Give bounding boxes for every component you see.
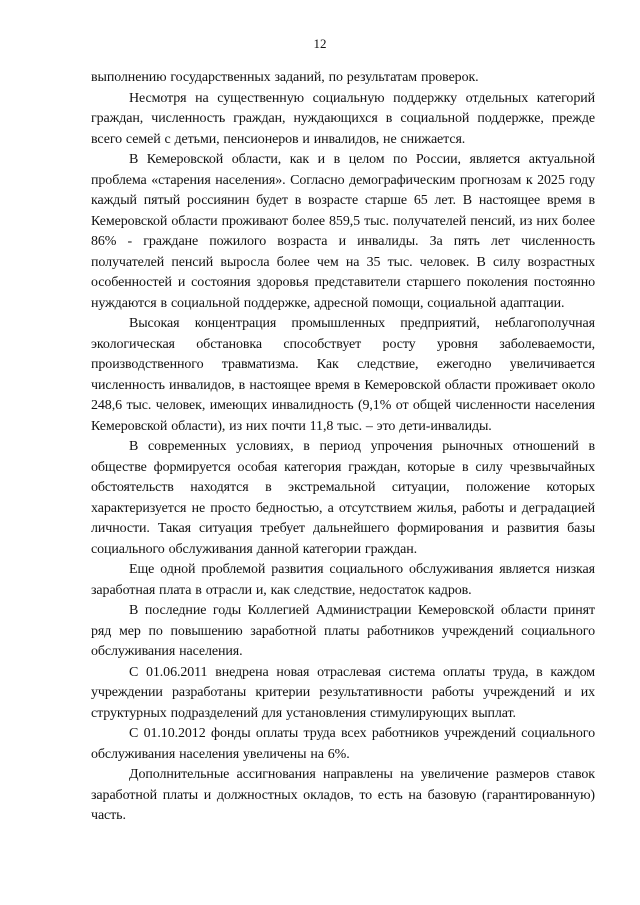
paragraph-extreme-situation: В современных условиях, в период упрочения рыночных отношений в обществе формируется особая категория граждан, которые в силу чрезвычайных обстоятельств находятся в экстремальной ситуации, положение которых характеризуется не просто бедностью, а отсутствием жилья, работы и деградацией личности. Такая ситуация требует дальнейшего формирования и развития базы социального обслуживания данной категории граждан. — [91, 439, 595, 557]
paragraph-population-aging: В Кемеровской области, как и в целом по России, является актуальной проблема «старения населения». Согласно демографическим прогнозам к 2025 году каждый пятый россиянин будет в возрасте старше 65 лет. В настоящее время в Кемеровской области проживают более 859,5 тыс. получателей пенсий, из них более 86% - граждане пожилого возраста и инвалиды. За пять лет численность получателей пенсий выросла более чем на 35 тыс. человек. В силу возрастных особенностей и состояния здоровья представители старшего поколения постоянно нуждаются в социальной поддержке, адресной помощи, социальной адаптации. — [91, 152, 595, 311]
paragraph-low-wages: Еще одной проблемой развития социального обслуживания является низкая заработная плата в отрасли и, как следствие, недостаток кадров. — [91, 562, 595, 598]
paragraph-pay-system-2011: С 01.06.2011 внедрена новая отраслевая система оплаты труда, в каждом учреждении разработаны критерии результативности работы учреждений и их структурных подразделений для установления стимулирующих выплат. — [91, 664, 595, 721]
paragraph-social-support: Несмотря на существенную социальную поддержку отдельных категорий граждан, численность граждан, нуждающихся в социальной поддержке, прежде всего семей с детьми, пенсионеров и инвалидов, не снижается. — [91, 90, 595, 147]
paragraph-continuation: выполнению государственных заданий, по результатам проверок. — [91, 70, 479, 85]
paragraph-wage-measures: В последние годы Коллегией Администрации Кемеровской области принят ряд мер по повышению заработной платы работников учреждений социального обслуживания населения. — [91, 603, 595, 659]
paragraph-wage-fund-2012: С 01.10.2012 фонды оплаты труда всех работников учреждений социального обслуживания населения увеличены на 6%. — [91, 726, 595, 762]
paragraph-additional-funding: Дополнительные ассигнования направлены на увеличение размеров ставок заработной платы и должностных окладов, то есть на базовую (гарантированную) часть. — [91, 767, 595, 823]
paragraph-disability: Высокая концентрация промышленных предприятий, неблагополучная экологическая обстановка способствует росту уровня заболеваемости, производственного травматизма. Как следствие, ежегодно увеличивается численность инвалидов, в настоящее время в Кемеровской области проживает около 248,6 тыс. человек, имеющих инвалидность (9,1% от общей численности населения Кемеровской области), из них почти 11,8 тыс. – это дети-инвалиды. — [91, 316, 595, 434]
page-number: 12 — [313, 36, 327, 51]
body-text — [91, 68, 595, 827]
